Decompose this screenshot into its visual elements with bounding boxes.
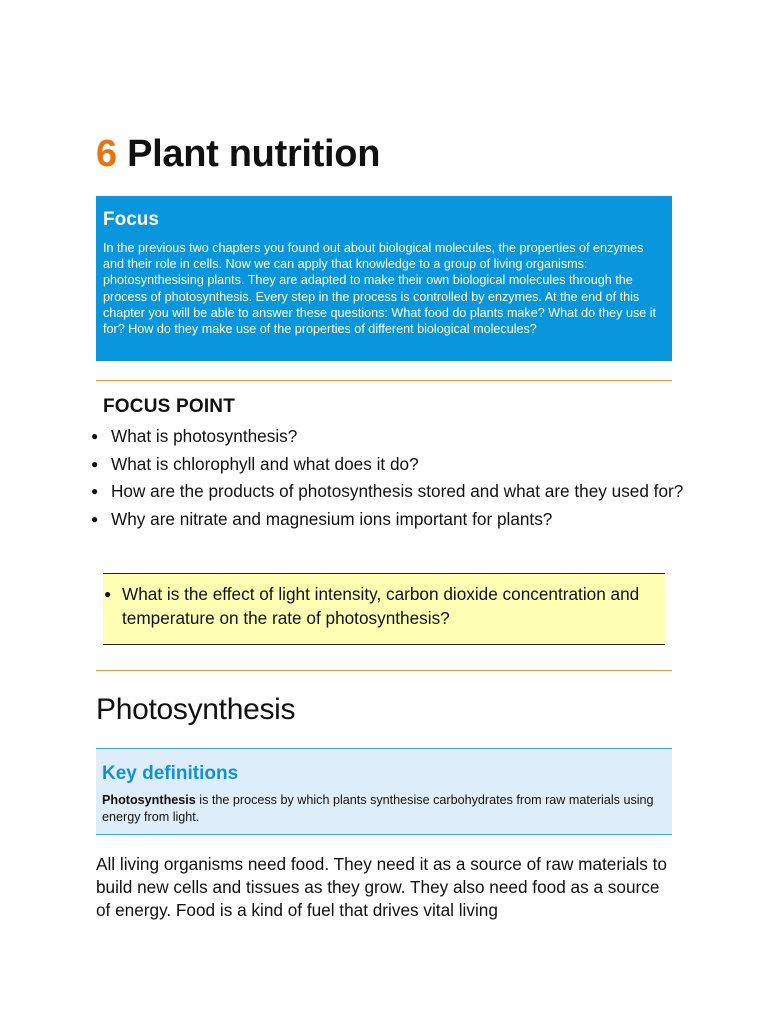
key-definitions-heading: Key definitions [102,763,239,784]
divider-top [96,380,672,381]
chapter-title-text: Plant nutrition [127,133,381,175]
focus-point-item: ● Why are nitrate and magnesium ions important for plants? [91,508,553,529]
chapter-number: 6 [96,133,117,175]
focus-point-item: ● What is chlorophyll and what does it do? [91,453,419,474]
key-definition-term: Photosynthesis [102,793,196,807]
focus-point-heading: FOCUS POINT [103,396,236,417]
focus-point-item: ● What is photosynthesis? [91,426,298,446]
extended-focus-box [103,573,665,645]
bullet-icon: ● [91,484,99,498]
divider-bottom [96,670,672,671]
focus-heading: Focus [103,209,159,230]
focus-box [96,196,672,361]
key-definitions-box [96,748,672,835]
key-definition-body: is the process by which plants synthesise carbohydrates from raw materials using energy from light. [102,793,654,824]
bullet-icon: ● [91,511,99,526]
focus-point-list [88,424,688,534]
extended-focus-item: ● What is the effect of light intensity, carbon dioxide concentration and temperature on the rate of photosynthesis? [104,584,640,628]
focus-text: In the previous two chapters you found out about biological molecules, the properties of enzymes and their role in cells. Now we can apply that knowledge to a group of living organisms: photosynthesising plants. They are adapted to make their own biological molecules through the process of photosynthesis. Every step in the process is controlled by enzymes. At the end of this chapter you will be able to answer these questions: What food do plants make? What do they use it for? How do they make use of the properties of different biological molecules? [103,241,657,337]
focus-point-item: ● How are the products of photosynthesis stored and what are they used for? [91,481,684,501]
body-paragraph: All living organisms need food. They need it as a source of raw materials to build new cells and tissues as they grow. They also need food as a source of energy. Food is a kind of fuel that drives vital living [96,854,667,920]
bullet-icon: ● [91,456,99,471]
section-heading: Photosynthesis [96,693,296,726]
bullet-icon: ● [104,587,112,601]
chapter-title [96,130,380,178]
key-definition-text [102,792,666,826]
bullet-icon: ● [91,429,99,443]
